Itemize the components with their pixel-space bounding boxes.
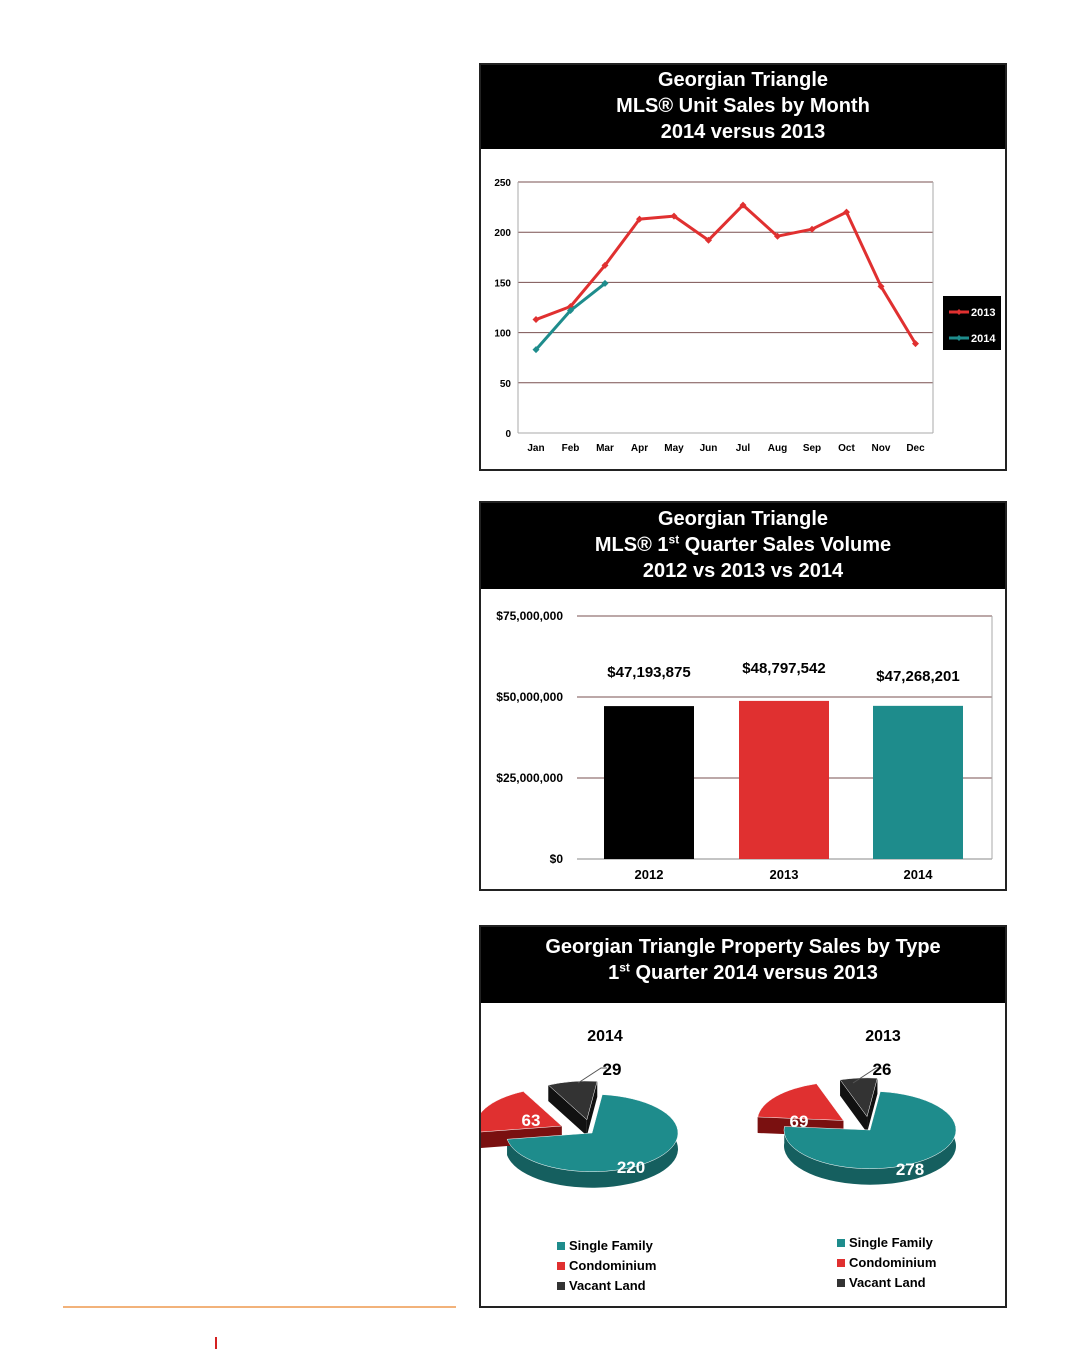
y-tick-label: $50,000,000: [496, 690, 563, 704]
series-line-2013: [536, 205, 916, 344]
x-tick-label: Feb: [561, 443, 580, 454]
y-tick-label: 150: [494, 278, 511, 290]
unit-sales-panel: [479, 63, 1007, 471]
pie-year-title-2013: 2013: [865, 1028, 901, 1045]
unit-sales-title-line3: 2014 versus 2013: [660, 121, 826, 143]
legend-label-2014: 2014: [971, 333, 996, 345]
page-divider-line: [63, 1306, 456, 1308]
legend-label-2014-single-family: Single Family: [569, 1238, 653, 1253]
x-tick-label: Oct: [838, 443, 855, 454]
y-tick-label: $0: [549, 852, 563, 866]
x-tick-label: Mar: [596, 443, 614, 454]
x-tick-label: Dec: [906, 443, 925, 454]
legend-swatch-2013-2: [837, 1279, 845, 1287]
legend-swatch-2014-2: [557, 1282, 565, 1290]
x-tick-label: Jul: [735, 443, 751, 454]
legend-label-2013-single-family: Single Family: [849, 1235, 933, 1250]
property-type-title-line2: 1st Quarter 2014 versus 2013: [608, 960, 878, 984]
pie-value-label-2013-vacant-land: 26: [872, 1060, 892, 1079]
bar-value-label-2014: $47,268,201: [876, 668, 960, 685]
x-tick-label: Jan: [527, 443, 545, 454]
bar-2014: [873, 706, 963, 859]
x-tick-label: May: [664, 443, 684, 454]
y-tick-label: 0: [505, 429, 511, 440]
y-tick-label: 50: [499, 378, 511, 390]
x-tick-label: 2013: [769, 867, 799, 882]
x-tick-label: 2014: [903, 867, 933, 882]
x-tick-label: Sep: [802, 443, 822, 454]
bar-2012: [604, 706, 694, 859]
page-marker: [215, 1337, 217, 1349]
sales-volume-title-line3: 2012 vs 2013 vs 2014: [642, 560, 844, 582]
pie-value-label-2013-condominium: 69: [789, 1112, 809, 1131]
x-tick-label: 2012: [634, 867, 664, 882]
y-tick-label: 200: [494, 228, 511, 240]
legend-label-2014-condominium: Condominium: [569, 1258, 657, 1273]
y-tick-label: 250: [494, 178, 511, 189]
sales-volume-title-line1: Georgian Triangle: [657, 508, 829, 530]
legend-swatch-2013-1: [837, 1259, 845, 1267]
bar-2013: [739, 701, 829, 859]
legend-swatch-2014-1: [557, 1262, 565, 1270]
pie-value-label-2014-condominium: 63: [521, 1111, 541, 1130]
bar-value-label-2012: $47,193,875: [607, 664, 691, 681]
pie-value-label-2014-single-family: 220: [616, 1158, 646, 1177]
bar-value-label-2013: $48,797,542: [742, 660, 826, 677]
x-tick-label: Nov: [871, 443, 891, 454]
y-tick-label: $75,000,000: [496, 609, 563, 623]
property-type-title-line1: Georgian Triangle Property Sales by Type: [545, 936, 941, 958]
pie-year-title-2014: 2014: [587, 1028, 623, 1045]
sales-volume-title: [481, 503, 1005, 589]
pie-value-label-2013-single-family: 278: [895, 1160, 925, 1179]
legend-label-2014-vacant-land: Vacant Land: [569, 1278, 646, 1293]
x-tick-label: Jun: [699, 443, 718, 454]
property-type-title: [481, 927, 1005, 1003]
sales-volume-title-line2: MLS® 1st Quarter Sales Volume: [594, 532, 892, 556]
y-tick-label: 100: [494, 328, 511, 340]
property-type-panel: [479, 925, 1007, 1308]
unit-sales-title: [481, 65, 1005, 149]
unit-sales-title-line2: MLS® Unit Sales by Month: [616, 95, 870, 117]
unit-sales-line-chart: [481, 149, 1005, 467]
x-tick-label: Aug: [767, 443, 788, 454]
legend-label-2013: 2013: [971, 307, 996, 319]
legend-swatch-2014-0: [557, 1242, 565, 1250]
x-tick-label: Apr: [630, 443, 649, 454]
sales-volume-bar-chart: [481, 589, 1005, 887]
unit-sales-title-line1: Georgian Triangle: [657, 69, 829, 91]
y-tick-label: $25,000,000: [496, 771, 563, 785]
legend-swatch-2013-0: [837, 1239, 845, 1247]
legend-label-2013-vacant-land: Vacant Land: [849, 1275, 926, 1290]
legend-label-2013-condominium: Condominium: [849, 1255, 937, 1270]
property-type-pie-charts: [481, 1003, 1005, 1306]
pie-value-label-2014-vacant-land: 29: [602, 1060, 622, 1079]
sales-volume-panel: [479, 501, 1007, 891]
